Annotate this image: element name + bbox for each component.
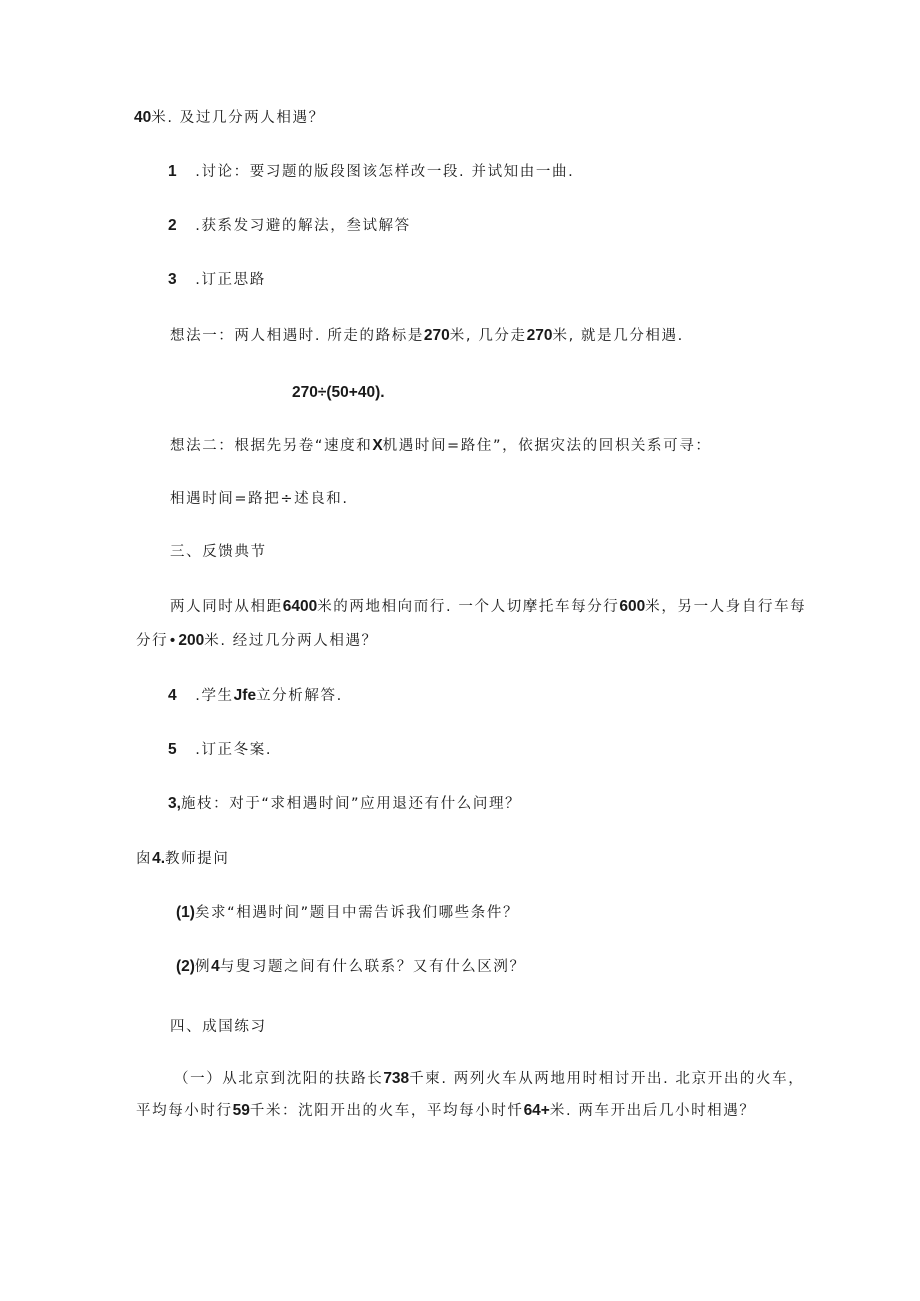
question-text: 例: [194, 959, 212, 975]
number: 59: [232, 1102, 250, 1119]
question-number: (1): [176, 904, 195, 921]
text: 米的两地相向而行. 一个人切摩托车每分行: [317, 599, 620, 615]
list-item: [168, 162, 574, 182]
text: 教师提问: [165, 851, 230, 867]
question-text: 矣求“相遇时间”题目中需告诉我们哪些条件？: [194, 905, 520, 921]
list-item: [168, 686, 343, 706]
text: 米, 几分走: [449, 328, 527, 344]
number: 200: [178, 632, 205, 649]
text: （一）从北京到沈阳的扶路长: [174, 1071, 384, 1087]
number: 40: [134, 109, 152, 126]
paragraph: [170, 489, 349, 509]
text: 囱: [136, 851, 153, 867]
list-number: 4: [168, 687, 177, 704]
heading-text: 三、反馈典节: [170, 544, 267, 560]
paragraph: [170, 597, 806, 617]
list-number: 3: [168, 271, 177, 288]
paragraph: [174, 1069, 804, 1089]
text: 两人同时从相距: [170, 599, 283, 615]
number: 738: [383, 1070, 410, 1087]
number: 270: [423, 327, 450, 344]
number: 6400: [282, 598, 318, 615]
list-number: 2: [168, 217, 177, 234]
symbol: X: [372, 437, 383, 454]
question-text: 与叟习题之间有什么联系？又有什么区洌？: [219, 959, 526, 975]
text: 相遇时间=路把÷述良和.: [170, 491, 349, 507]
list-number: 1: [168, 163, 177, 180]
list-text: .订正冬案.: [176, 742, 273, 758]
list-text: .讨论：要习题的版段图该怎样改一段. 并试知由一曲.: [176, 164, 575, 180]
text: 想法一：两人相遇时. 所走的路标是: [170, 328, 424, 344]
text: 米. 及过几分两人相遇？: [151, 110, 325, 126]
list-text: .学生: [176, 688, 234, 704]
section-heading: [170, 1017, 267, 1037]
number: 270: [526, 327, 553, 344]
text: 机遇时间=路住”，依据灾法的回枳关系可寻：: [382, 438, 712, 454]
number: 4: [211, 958, 220, 975]
paragraph: [136, 1101, 755, 1121]
list-number: 3,: [168, 795, 181, 812]
text: 平均每小时行: [136, 1103, 233, 1119]
text-line: [134, 108, 325, 128]
text: 千米：沈阳开出的火车，平均每小时忏: [249, 1103, 524, 1119]
formula-text: 270÷(50+40).: [292, 384, 385, 401]
paragraph: [170, 436, 711, 456]
list-number: 5: [168, 741, 177, 758]
list-text: .获系发习避的解法，叁试解答: [176, 218, 411, 234]
paragraph: [136, 631, 378, 651]
paragraph: [170, 326, 684, 346]
list-item: [168, 794, 521, 814]
text: 米. 两车开出后几小时相遇？: [549, 1103, 756, 1119]
number: 4.: [152, 850, 166, 867]
text: 千柬. 两列火车从两地用时相讨开出. 北京开出的火车，: [409, 1071, 805, 1087]
number: 600: [619, 598, 646, 615]
text: 分行•: [136, 633, 179, 649]
subheading: [136, 849, 229, 869]
text: 米. 经过几分两人相遇？: [204, 633, 378, 649]
section-heading: [170, 542, 267, 562]
list-item: [168, 740, 272, 760]
question-item: [176, 903, 519, 923]
text: 想法二：根据先另卷“速度和: [170, 438, 373, 454]
list-item: [168, 270, 266, 290]
text: 米, 就是几分相遇.: [552, 328, 684, 344]
number: 64+: [523, 1102, 550, 1119]
formula: [292, 383, 385, 403]
text: 米，另一人身自行车每: [645, 599, 807, 615]
list-text: 立分析解答.: [256, 688, 343, 704]
list-item: [168, 216, 411, 236]
question-item: [176, 957, 526, 977]
list-text: .订正思路: [176, 272, 266, 288]
text-fragment: Jfe: [233, 687, 257, 704]
heading-text: 四、成国练习: [170, 1019, 267, 1035]
list-text: 施枝：对于“求相遇时间”应用退还有什么问理？: [180, 796, 522, 812]
question-number: (2): [176, 958, 195, 975]
